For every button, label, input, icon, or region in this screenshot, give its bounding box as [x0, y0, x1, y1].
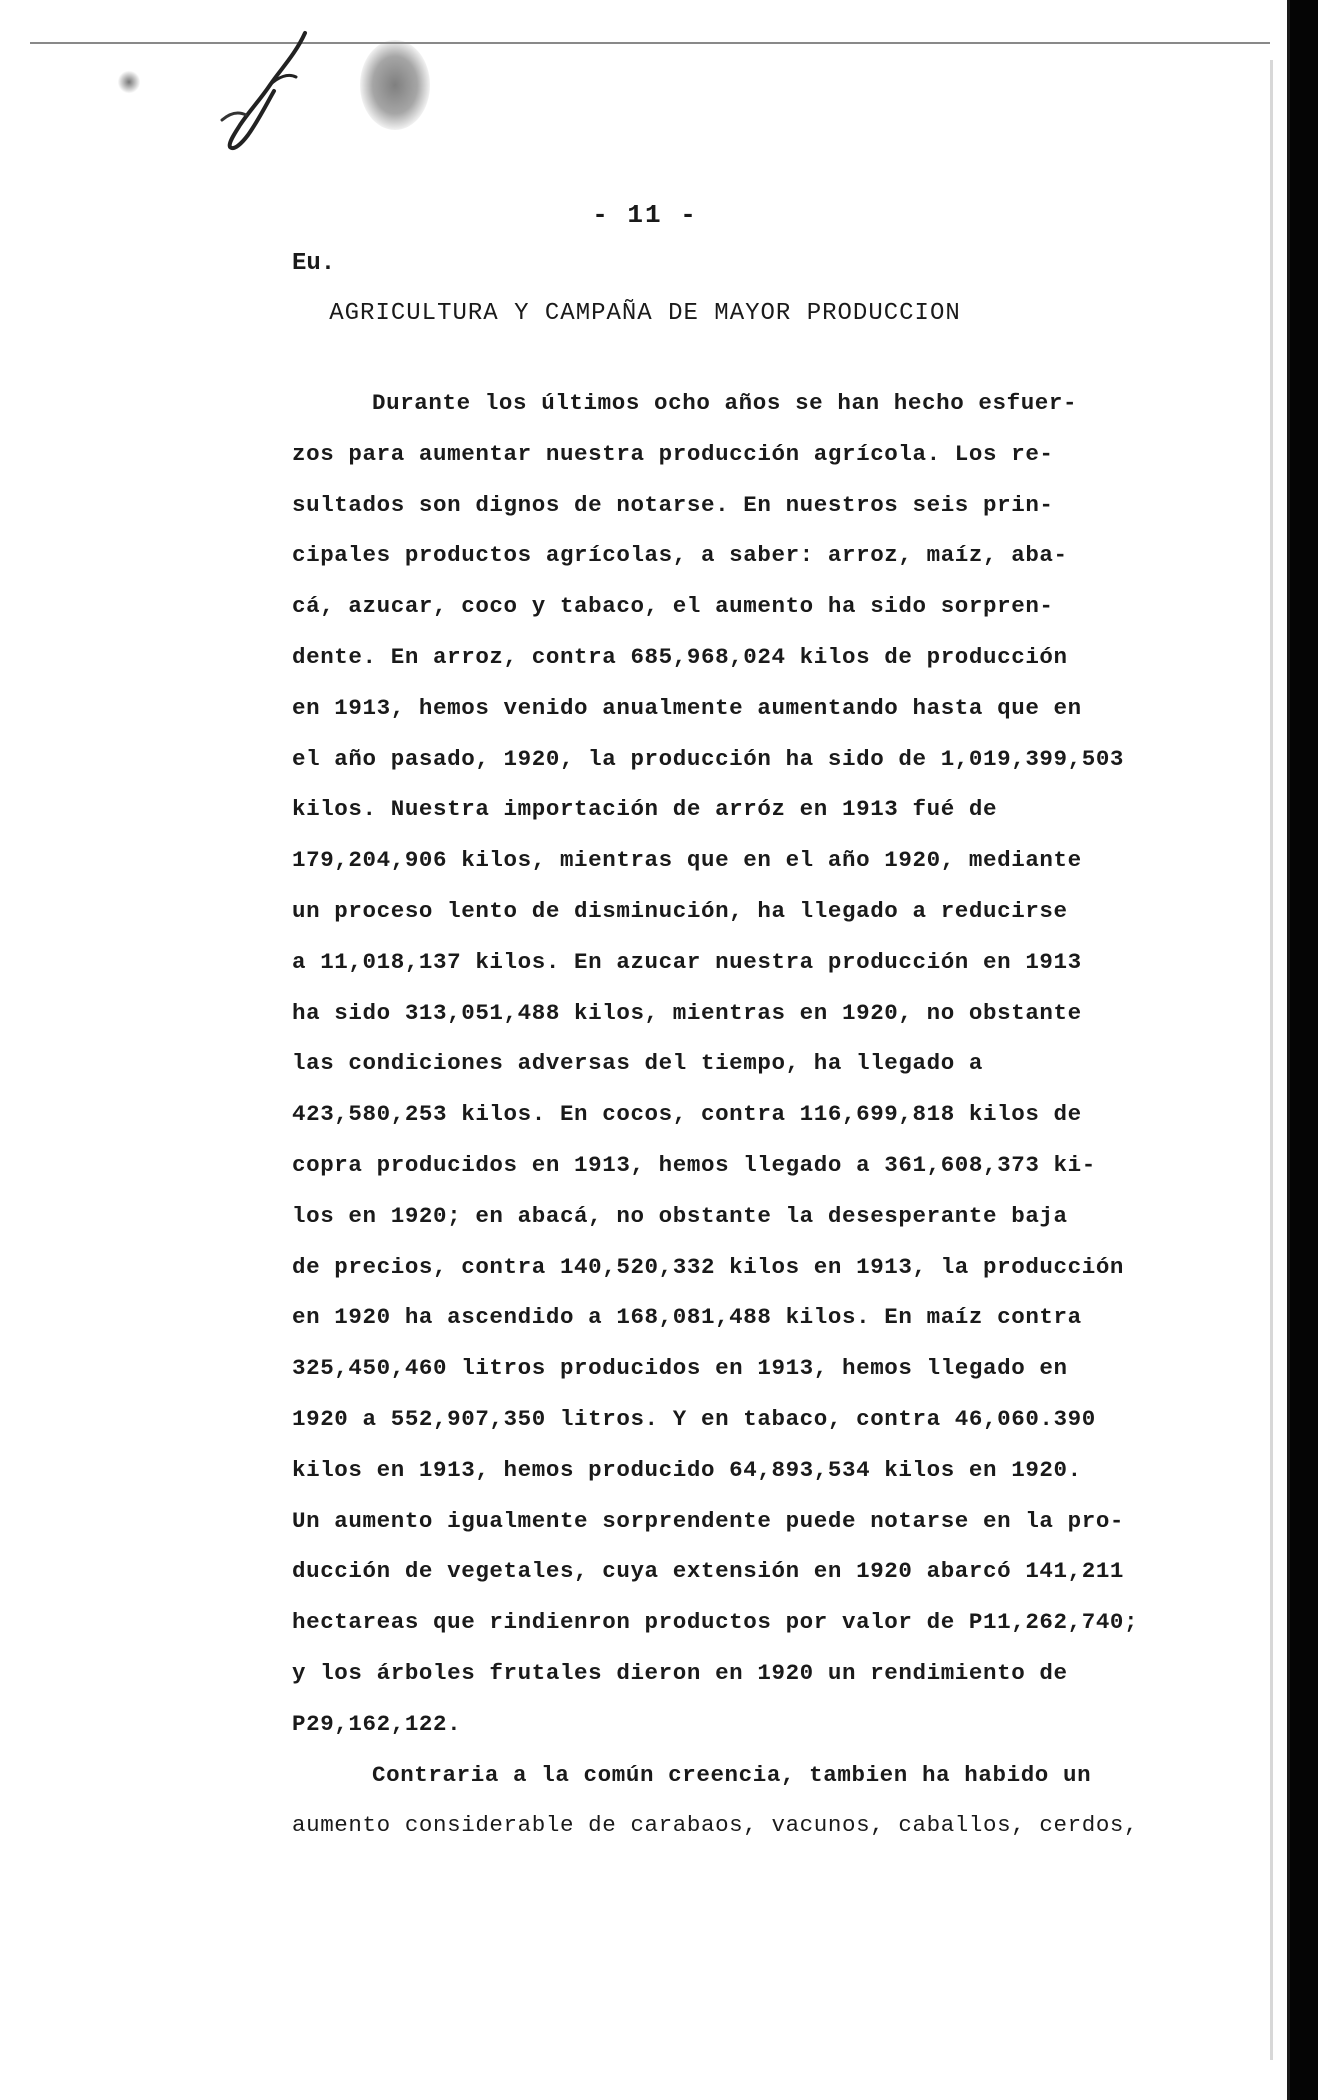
text-line: aumento considerable de carabaos, vacunos, caballos, cerdos, [292, 1812, 1139, 1839]
text-line: kilos. Nuestra importación de arróz en 1913 fué de [292, 796, 998, 823]
text-line: en 1920 ha ascendido a 168,081,488 kilos. En maíz contra [292, 1304, 1082, 1331]
text-line: cá, azucar, coco y tabaco, el aumento ha sido sorpren- [292, 593, 1054, 620]
page-edge-shadow [1270, 60, 1273, 2060]
section-heading: AGRICULTURA Y CAMPAÑA DE MAYOR PRODUCCION [329, 300, 961, 327]
text-line: el año pasado, 1920, la producción ha sido de 1,019,399,503 [292, 745, 1125, 772]
text-line: hectareas que rindienron productos por valor de P11,262,740; [292, 1609, 1139, 1636]
handwritten-mark [200, 25, 340, 155]
text-line: dente. En arroz, contra 685,968,024 kilos de producción [292, 643, 1068, 670]
text-line: zos para aumentar nuestra producción agrícola. Los re- [292, 440, 1054, 467]
text-line: Durante los últimos ocho años se han hecho esfuer- [372, 390, 1078, 416]
text-line: kilos en 1913, hemos producido 64,893,534 kilos en 1920. [292, 1456, 1082, 1483]
text-line: sultados son dignos de notarse. En nuestros seis prin- [292, 491, 1054, 518]
scan-border [1290, 0, 1318, 2100]
text-line: copra producidos en 1913, hemos llegado a 361,608,373 ki- [292, 1151, 1096, 1178]
text-line: un proceso lento de disminución, ha llegado a reducirse [292, 897, 1068, 924]
text-line: Un aumento igualmente sorprendente puede notarse en la pro- [292, 1507, 1125, 1534]
text-line: cipales productos agrícolas, a saber: arroz, maíz, aba- [292, 542, 1068, 569]
text-line: y los árboles frutales dieron en 1920 un rendimiento de [292, 1659, 1068, 1686]
text-line: los en 1920; en abacá, no obstante la desesperante baja [292, 1202, 1068, 1229]
text-line: Contraria a la común creencia, tambien ha habido un [372, 1761, 1092, 1788]
text-line: a 11,018,137 kilos. En azucar nuestra producción en 1913 [292, 948, 1082, 975]
text-line: de precios, contra 140,520,332 kilos en 1913, la producción [292, 1253, 1125, 1280]
text-line: 1920 a 552,907,350 litros. Y en tabaco, contra 46,060.390 [292, 1405, 1096, 1432]
text-line: ha sido 313,051,488 kilos, mientras en 1920, no obstante [292, 999, 1082, 1026]
text-line: ducción de vegetales, cuya extensión en 1920 abarcó 141,211 [292, 1558, 1125, 1585]
text-line: 423,580,253 kilos. En cocos, contra 116,699,818 kilos de [292, 1101, 1082, 1128]
text-line: las condiciones adversas del tiempo, ha llegado a [292, 1050, 984, 1077]
text-line: 325,450,460 litros producidos en 1913, hemos llegado en [292, 1355, 1068, 1382]
body-text [292, 378, 1212, 1851]
text-line: 179,204,906 kilos, mientras que en el año 1920, mediante [292, 847, 1082, 874]
ink-blot [360, 40, 430, 130]
section-reference: Eu. [292, 250, 336, 277]
text-line: P29,162,122. [292, 1710, 462, 1737]
page-number: - 11 - [592, 200, 698, 230]
ink-smudge [118, 70, 140, 94]
text-line: en 1913, hemos venido anualmente aumentando hasta que en [292, 694, 1082, 721]
